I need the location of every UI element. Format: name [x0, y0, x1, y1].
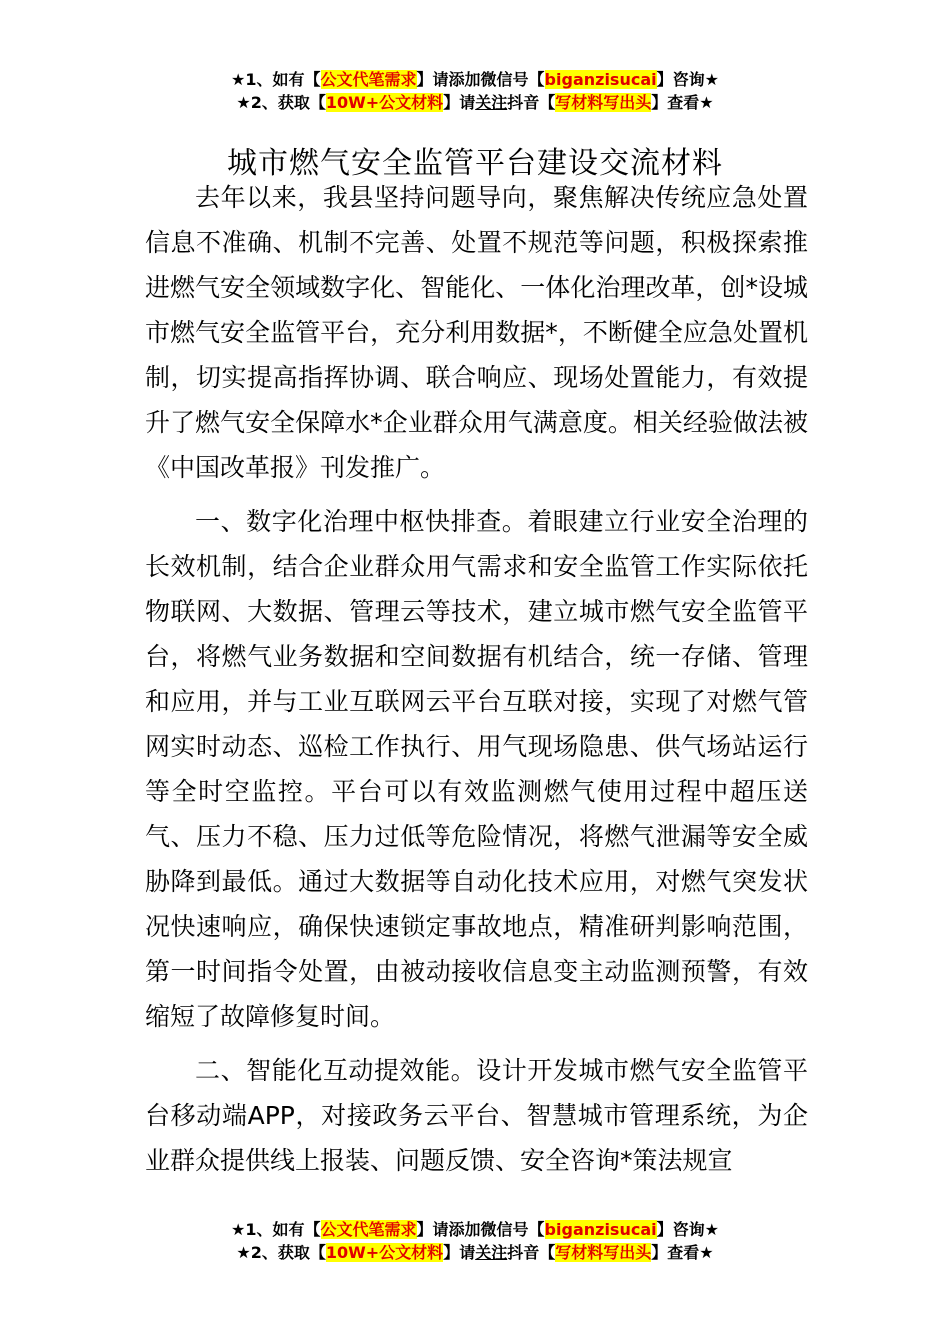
promo-banner-bottom — [0, 1218, 950, 1264]
paragraph-section-2: 二、智能化互动提效能。设计开发城市燃气安全监管平台移动端APP，对接政务云平台、智慧城市管理系统，为企业群众提供线上报装、问题反馈、安全咨询*策法规宣 — [145, 1056, 808, 1175]
paragraph-intro: 去年以来，我县坚持问题导向，聚焦解决传统应急处置信息不准确、机制不完善、处置不规范等问题，积极探索推进燃气安全领域数字化、智能化、一体化治理改革，创*设城市燃气安全监管平台，充分利用数据*，不断健全应急处置机制，切实提高指挥协调、联合响应、现场处置能力，有效提升了燃气安全保障水*企业群众用气满意度。相关经验做法被《中国改革报》刊发推广。 — [145, 183, 808, 482]
promo-line-1: ★1、如有【公文代笔需求】请添加微信号【biganzisucai】咨询★ — [231, 70, 719, 89]
document-title: 城市燃气安全监管平台建设交流材料 — [227, 146, 723, 182]
promo-banner-top — [0, 68, 950, 114]
highlight-douyin-account: 写材料写出头 — [555, 1243, 652, 1262]
follow-underlined: 关注 — [475, 93, 508, 112]
highlight-materials: 10W+公文材料 — [325, 1243, 444, 1262]
promo-line-2-bottom: ★2、获取【10W+公文材料】请关注抖音【写材料写出头】查看★ — [236, 1243, 714, 1262]
highlight-wechat-id: biganzisucai — [544, 70, 657, 89]
highlight-materials: 10W+公文材料 — [325, 93, 444, 112]
promo-line-2: ★2、获取【10W+公文材料】请关注抖音【写材料写出头】查看★ — [236, 93, 714, 112]
highlight-wechat-id: biganzisucai — [544, 1220, 657, 1239]
highlight-service: 公文代笔需求 — [320, 1220, 417, 1239]
paragraph-section-1: 一、数字化治理中枢快排查。着眼建立行业安全治理的长效机制，结合企业群众用气需求和安全监管工作实际依托物联网、大数据、管理云等技术，建立城市燃气安全监管平台，将燃气业务数据和空间数据有机结合，统一存储、管理和应用，并与工业互联网云平台互联对接，实现了对燃气管网实时动态、巡检工作执行、用气现场隐患、供气场站运行等全时空监控。平台可以有效监测燃气使用过程中超压送气、压力不稳、压力过低等危险情况，将燃气泄漏等安全威胁降到最低。通过大数据等自动化技术应用，对燃气突发状况快速响应，确保快速锁定事故地点，精准研判影响范围，第一时间指令处置，由被动接收信息变主动监测预警，有效缩短了故障修复时间。 — [145, 507, 808, 1031]
highlight-douyin-account: 写材料写出头 — [555, 93, 652, 112]
document-body — [145, 175, 808, 1192]
promo-line-1-bottom: ★1、如有【公文代笔需求】请添加微信号【biganzisucai】咨询★ — [231, 1220, 719, 1239]
follow-underlined: 关注 — [475, 1243, 508, 1262]
highlight-service: 公文代笔需求 — [320, 70, 417, 89]
